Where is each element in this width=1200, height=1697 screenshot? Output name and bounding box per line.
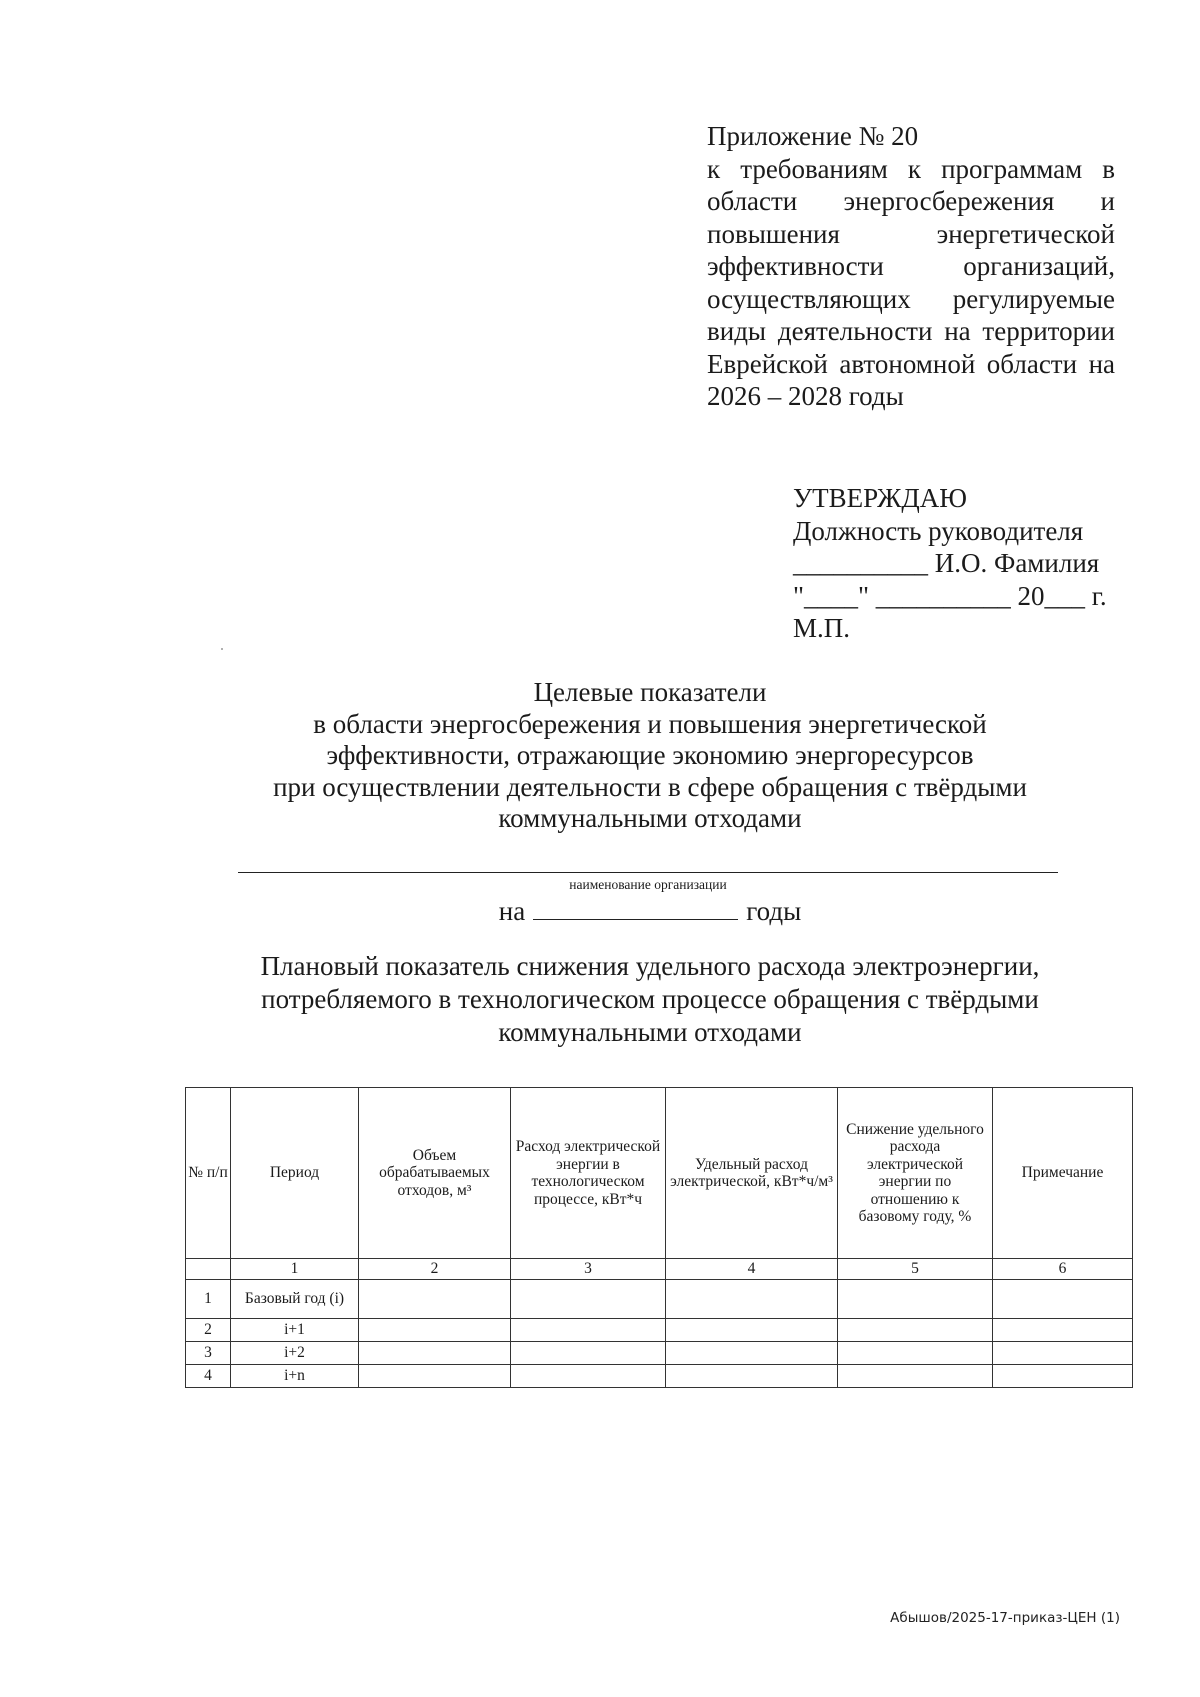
table-cell[interactable] bbox=[359, 1342, 511, 1365]
row-period-cell: i+2 bbox=[231, 1342, 359, 1365]
column-number-cell: 3 bbox=[511, 1259, 666, 1280]
years-line bbox=[200, 896, 1100, 927]
approval-block bbox=[793, 482, 1133, 645]
header-cell-specific-consumption: Удельный расход электрической, кВт*ч/м³ bbox=[666, 1088, 838, 1259]
approval-line: УТВЕРЖДАЮ bbox=[793, 483, 968, 513]
column-number-cell: 5 bbox=[838, 1259, 993, 1280]
table-cell[interactable] bbox=[511, 1342, 666, 1365]
row-period-cell: i+n bbox=[231, 1365, 359, 1388]
heading-line: при осуществлении деятельности в сфере обращения с твёрдыми bbox=[273, 771, 1027, 802]
header-cell-reduction: Снижение удельного расхода электрической энергии по отношению к базовому году, % bbox=[838, 1088, 993, 1259]
row-period-cell: Базовый год (i) bbox=[231, 1280, 359, 1319]
table-cell[interactable] bbox=[511, 1365, 666, 1388]
table-cell[interactable] bbox=[666, 1319, 838, 1342]
table-cell[interactable] bbox=[359, 1365, 511, 1388]
table-cell[interactable] bbox=[511, 1319, 666, 1342]
heading-line: Целевые показатели bbox=[533, 677, 767, 707]
years-prefix: на bbox=[498, 896, 526, 926]
table-row bbox=[186, 1342, 1133, 1365]
subheading-line: Плановый показатель снижения удельного расхода электроэнергии, bbox=[260, 951, 1040, 981]
approval-line: М.П. bbox=[793, 613, 851, 643]
table-cell[interactable] bbox=[993, 1319, 1133, 1342]
column-number-row bbox=[186, 1259, 1133, 1280]
table-cell[interactable] bbox=[838, 1365, 993, 1388]
row-period-cell: i+1 bbox=[231, 1319, 359, 1342]
table-header-row bbox=[186, 1088, 1133, 1259]
table-cell[interactable] bbox=[993, 1365, 1133, 1388]
table-row bbox=[186, 1280, 1133, 1319]
approval-line: Должность руководителя bbox=[793, 515, 1084, 546]
table-row bbox=[186, 1365, 1133, 1388]
heading-line: эффективности, отражающие экономию энергоресурсов bbox=[326, 740, 974, 770]
table-cell[interactable] bbox=[838, 1319, 993, 1342]
column-number-cell: 4 bbox=[666, 1259, 838, 1280]
organization-name-line bbox=[238, 872, 1058, 873]
header-cell-consumption: Расход электрической энергии в технологическом процессе, кВт*ч bbox=[511, 1088, 666, 1259]
approval-line: "____" __________ 20___ г. bbox=[793, 580, 1107, 611]
table-row bbox=[186, 1319, 1133, 1342]
header-cell-note: Примечание bbox=[993, 1088, 1133, 1259]
table-cell[interactable] bbox=[666, 1365, 838, 1388]
organization-caption: наименование организации bbox=[569, 877, 727, 892]
document-heading bbox=[200, 677, 1100, 835]
years-blank bbox=[533, 897, 738, 920]
approval-line: __________ И.О. Фамилия bbox=[793, 548, 1100, 578]
appendix-body: к требованиям к программам в области энергосбережения и повышения энергетической эффективности организаций, осуществляющих регулируемые виды деятельности на территории Еврейской автономной области на 2026 – 2028 годы bbox=[707, 153, 1115, 411]
header-cell-period: Период bbox=[231, 1088, 359, 1259]
row-number-cell: 2 bbox=[186, 1319, 231, 1342]
indicator-table bbox=[185, 1087, 1133, 1388]
table-heading bbox=[200, 950, 1100, 1049]
table-cell[interactable] bbox=[666, 1280, 838, 1319]
table-cell[interactable] bbox=[838, 1342, 993, 1365]
scan-speck bbox=[221, 648, 223, 650]
table-cell[interactable] bbox=[511, 1280, 666, 1319]
document-footer-reference: Абышов/2025-17-приказ-ЦЕН (1) bbox=[890, 1610, 1120, 1626]
appendix-title: Приложение № 20 bbox=[707, 121, 919, 151]
heading-line: в области энергосбережения и повышения энергетической bbox=[313, 708, 987, 739]
years-suffix: годы bbox=[746, 896, 802, 926]
subheading-line: потребляемого в технологическом процессе обращения с твёрдыми bbox=[261, 984, 1039, 1014]
appendix-block bbox=[707, 120, 1115, 413]
header-cell-volume: Объем обрабатываемых отходов, м³ bbox=[359, 1088, 511, 1259]
column-number-cell bbox=[186, 1259, 231, 1280]
row-number-cell: 4 bbox=[186, 1365, 231, 1388]
heading-line: коммунальными отходами bbox=[498, 803, 802, 833]
subheading-line: коммунальными отходами bbox=[498, 1017, 802, 1047]
column-number-cell: 2 bbox=[359, 1259, 511, 1280]
table-cell[interactable] bbox=[838, 1280, 993, 1319]
table-cell[interactable] bbox=[359, 1280, 511, 1319]
table-cell[interactable] bbox=[993, 1280, 1133, 1319]
row-number-cell: 3 bbox=[186, 1342, 231, 1365]
column-number-cell: 1 bbox=[231, 1259, 359, 1280]
table-cell[interactable] bbox=[993, 1342, 1133, 1365]
table-cell[interactable] bbox=[666, 1342, 838, 1365]
header-cell-number: № п/п bbox=[186, 1088, 231, 1259]
row-number-cell: 1 bbox=[186, 1280, 231, 1319]
column-number-cell: 6 bbox=[993, 1259, 1133, 1280]
table-cell[interactable] bbox=[359, 1319, 511, 1342]
